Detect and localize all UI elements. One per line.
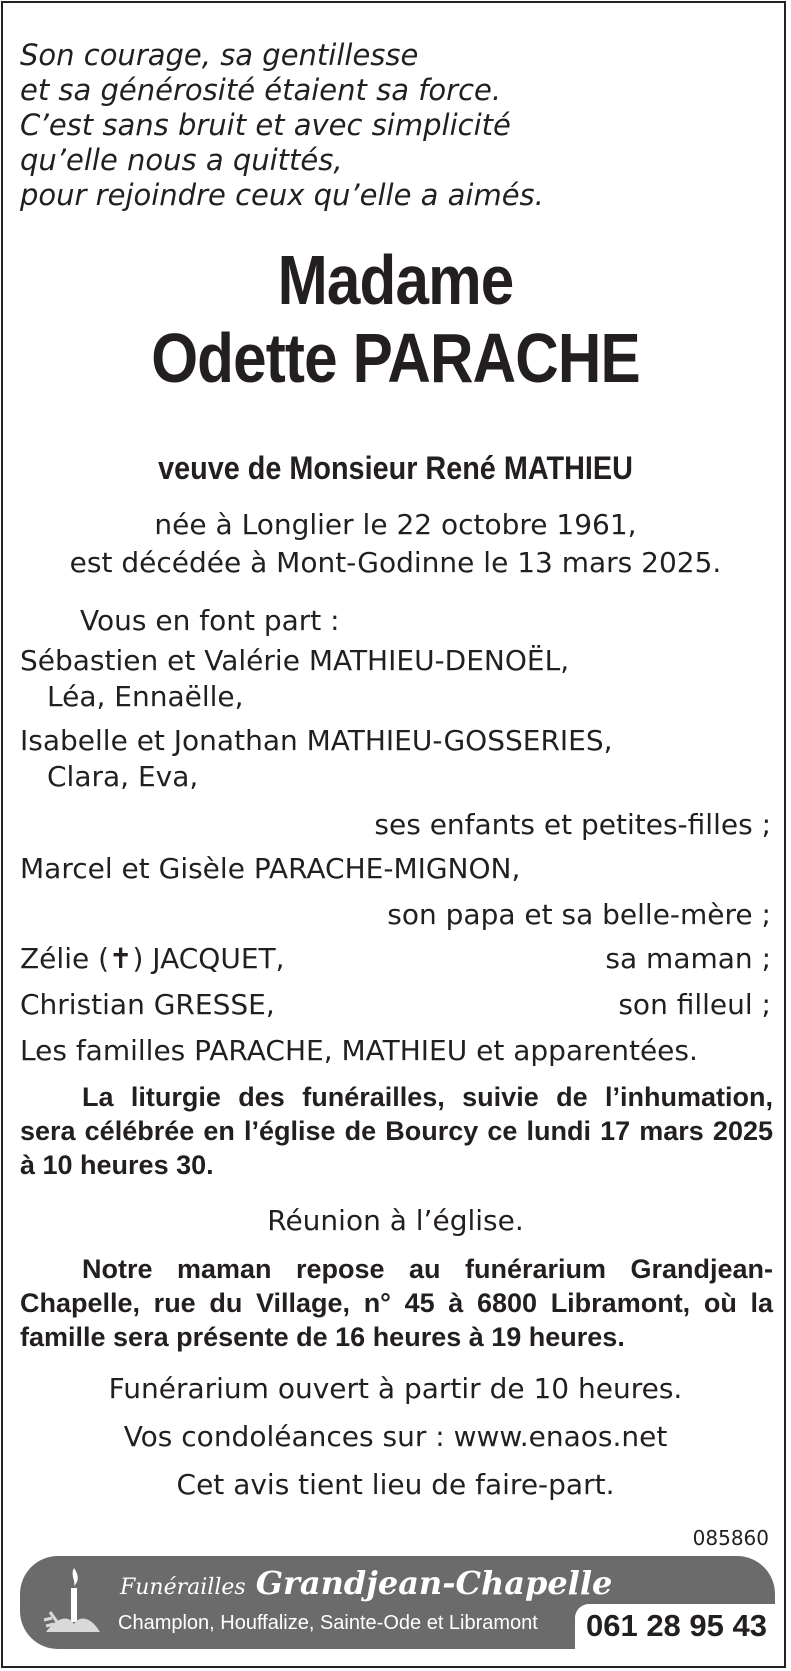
widow-line: veuve de Monsieur René MATHIEU bbox=[158, 450, 633, 486]
family-kids: Clara, Eva, bbox=[47, 760, 199, 793]
notice-text: Cet avis tient lieu de faire-part. bbox=[176, 1468, 615, 1501]
funeral-home-banner bbox=[20, 1556, 775, 1649]
rest-text: Notre maman repose au funérarium Grandjean-Chapelle, rue du Village, n° 45 à 6800 Libramont, où la famille sera présente de 16 heures à 19 heures. bbox=[20, 1254, 773, 1352]
brand-name bbox=[120, 1564, 612, 1602]
family-line: Christian GRESSE, bbox=[20, 988, 275, 1021]
title: Madame bbox=[277, 241, 514, 319]
open-hours: Funérarium ouvert à partir de 10 heures. bbox=[108, 1372, 683, 1405]
poem-line: C’est sans bruit et avec simplicité bbox=[20, 108, 511, 142]
phone-number: 061 28 95 43 bbox=[585, 1608, 767, 1643]
family-role: son filleul ; bbox=[618, 988, 771, 1021]
condolences: Vos condoléances sur : www.enaos.net bbox=[123, 1420, 668, 1453]
deceased-name: Odette PARACHE bbox=[151, 319, 640, 397]
liturgy-text: La liturgie des funérailles, suivie de l’inhumation, sera célébrée en l’église de Bourcy ce lundi 17 mars 2025 à 10 heures 30. bbox=[20, 1082, 773, 1180]
family-line: Marcel et Gisèle PARACHE-MIGNON, bbox=[20, 852, 521, 885]
poem bbox=[20, 38, 760, 213]
family-line: Sébastien et Valérie MATHIEU-DENOËL, bbox=[20, 644, 570, 677]
branch-locations: Champlon, Houffalize, Sainte-Ode et Libramont bbox=[118, 1612, 538, 1634]
family-role: son papa et sa belle-mère ; bbox=[387, 898, 771, 931]
reunion-text: Réunion à l’église. bbox=[267, 1204, 524, 1237]
family-kids: Léa, Ennaëlle, bbox=[47, 680, 244, 713]
birth-line: née à Longlier le 22 octobre 1961, bbox=[154, 508, 637, 541]
family-role: ses enfants et petites-filles ; bbox=[374, 808, 771, 841]
family-line: Zélie (✝) JACQUET, bbox=[20, 942, 285, 975]
family-line: Les familles PARACHE, MATHIEU et apparentées. bbox=[20, 1034, 698, 1067]
death-line: est décédée à Mont-Godinne le 13 mars 2025. bbox=[69, 546, 722, 579]
poem-line: pour rejoindre ceux qu’elle a aimés. bbox=[20, 178, 544, 212]
announce: Vous en font part : bbox=[80, 604, 340, 637]
poem-line: Son courage, sa gentillesse bbox=[20, 38, 419, 72]
candle-logo-icon bbox=[40, 1562, 104, 1644]
brand-big: Grandjean-Chapelle bbox=[255, 1564, 613, 1602]
reference-number: 085860 bbox=[692, 1526, 769, 1550]
family-line: Isabelle et Jonathan MATHIEU-GOSSERIES, bbox=[20, 724, 613, 757]
phone-box bbox=[575, 1604, 775, 1649]
poem-line: qu’elle nous a quittés, bbox=[20, 143, 343, 177]
brand-small: Funérailles bbox=[120, 1575, 246, 1600]
family-role: sa maman ; bbox=[605, 942, 771, 975]
poem-line: et sa générosité étaient sa force. bbox=[20, 73, 502, 107]
